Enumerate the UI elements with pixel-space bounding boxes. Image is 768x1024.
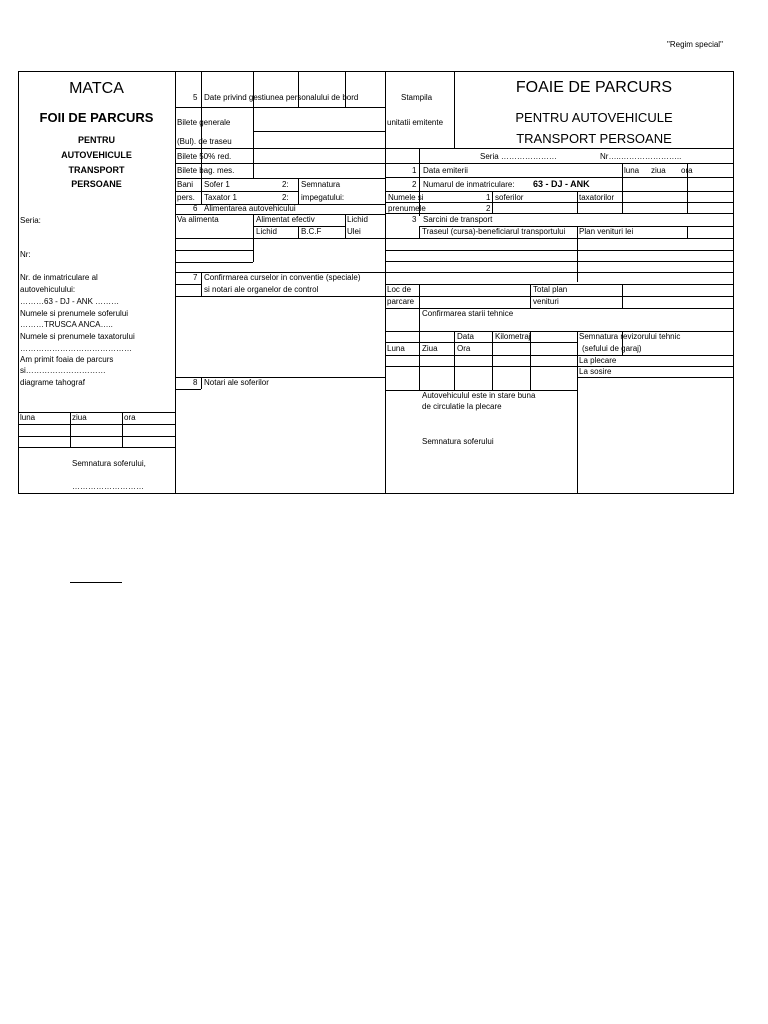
s7-label-2: si notari ale organelor de control xyxy=(204,285,319,294)
traseul-label: Traseul (cursa)-beneficiarul transportului xyxy=(422,227,566,236)
semnatura-revizor: Semnatura revizorului tehnic xyxy=(579,332,681,341)
foaie-seria: Seria ………………… xyxy=(480,152,557,161)
s7-number: 7 xyxy=(193,273,198,282)
matca-grid-line xyxy=(70,412,71,447)
loc-de: Loc de xyxy=(387,285,412,294)
bilete-generale-2: (Bul). de traseu xyxy=(177,137,232,146)
la-plecare: La plecare xyxy=(579,356,617,365)
taxator2-label: 2: xyxy=(282,193,289,202)
right-line xyxy=(385,261,734,262)
matca-am-primit-2: si………………………… xyxy=(20,366,106,375)
matca-autovehicule: AUTOVEHICULE xyxy=(61,150,132,160)
right-line xyxy=(385,163,734,164)
taxator1-label: Taxator 1 xyxy=(204,193,237,202)
total-plan: Total plan xyxy=(533,285,568,294)
stare-buna-1: Autovehiculul este in stare buna xyxy=(422,391,536,400)
plan-venituri-label: Plan venituri lei xyxy=(579,227,634,236)
matca-transport: TRANSPORT xyxy=(68,165,125,175)
mid-line xyxy=(298,226,299,238)
semnatura-imp-1: Semnatura xyxy=(301,180,341,189)
soferilor-label: soferilor xyxy=(495,193,524,202)
matca-grid-line xyxy=(18,424,175,425)
mid-line xyxy=(253,131,385,132)
s5-number: 5 xyxy=(193,93,198,102)
lichid-label: Lichid xyxy=(347,215,368,224)
right-line xyxy=(385,238,734,239)
s8-number: 8 xyxy=(193,378,198,387)
ora-label: Ora xyxy=(457,344,471,353)
mid-line xyxy=(175,148,385,149)
bani-label: Bani xyxy=(177,180,194,189)
right-line xyxy=(385,366,734,367)
matca-taxator-label: Numele si prenumele taxatorului xyxy=(20,332,135,341)
row-1: 1 xyxy=(486,193,491,202)
regim-special-label: "Regim special" xyxy=(667,40,723,49)
mid-line xyxy=(175,107,385,108)
matca-pentru: PENTRU xyxy=(77,135,115,145)
prenumele: prenumele xyxy=(388,204,426,213)
stray-line xyxy=(70,582,122,583)
s8-label: Notari ale soferilor xyxy=(204,378,269,387)
mid-line xyxy=(175,296,385,297)
foaie-title: FOAIE DE PARCURS xyxy=(515,79,673,96)
matca-sofer-value: ………TRUSCA ANCA….. xyxy=(20,320,113,329)
matca-grid-line xyxy=(18,447,175,448)
pers-label: pers. xyxy=(177,193,195,202)
mid-line xyxy=(175,163,385,164)
semnatura-imp-2: impegatului: xyxy=(301,193,345,202)
mid-line xyxy=(175,262,253,263)
right-line xyxy=(419,284,420,390)
va-alimenta-label: Va alimenta xyxy=(177,215,219,224)
matca-inmatriculare-label-1: Nr. de inmatriculare al xyxy=(20,273,98,282)
lichid2-label: Lichid xyxy=(256,227,277,236)
mid-line xyxy=(201,377,202,389)
right-line xyxy=(577,226,578,282)
s6-label: Alimentarea autovehicului xyxy=(204,204,296,213)
s3-number: 3 xyxy=(412,215,417,224)
semnatura-soferului: Semnatura soferului xyxy=(422,437,494,446)
foaie-subtitle-2: TRANSPORT PERSOANE xyxy=(516,131,672,146)
right-line xyxy=(454,331,455,390)
stampila-label-2: unitatii emitente xyxy=(387,118,444,127)
matca-nr: Nr: xyxy=(20,250,31,259)
ulei-label: Ulei xyxy=(347,227,361,236)
right-line xyxy=(385,191,734,192)
matca-taxator-value: …………………………………… xyxy=(20,344,132,353)
right-line xyxy=(687,226,688,238)
mid-line xyxy=(175,284,201,285)
matca-persoane: PERSOANE xyxy=(71,179,122,189)
stampila-label-1: Stampila xyxy=(401,93,433,102)
alimentat-efectiv-label: Alimentat efectiv xyxy=(256,215,315,224)
parcare: parcare xyxy=(387,297,415,306)
mid-line xyxy=(298,178,299,204)
foaie-ora: ora xyxy=(681,166,693,175)
matca-ziua: ziua xyxy=(72,413,87,422)
s5-label: Date privind gestiunea personalului de bord xyxy=(204,93,359,102)
right-line xyxy=(419,226,420,238)
matca-ora: ora xyxy=(124,413,136,422)
foaie-subtitle-1: PENTRU AUTOVEHICULE xyxy=(515,110,673,125)
matca-seria: Seria: xyxy=(20,216,41,225)
right-line xyxy=(385,213,734,214)
foaie-luna: luna xyxy=(624,166,640,175)
taxatorilor-label: taxatorilor xyxy=(579,193,615,202)
matca-grid-line xyxy=(18,412,175,413)
foaie-ziua: ziua xyxy=(651,166,666,175)
sofer1-label: Sofer 1 xyxy=(204,180,230,189)
mid-line xyxy=(345,214,346,238)
right-line xyxy=(385,331,734,332)
row-2: 2 xyxy=(486,204,491,213)
divider-matca xyxy=(175,71,176,494)
right-line xyxy=(385,296,734,297)
s2-label: Numarul de inmatriculare: xyxy=(423,180,515,189)
right-line xyxy=(385,250,734,251)
ziua-label: Ziua xyxy=(422,344,438,353)
s1-label: Data emiterii xyxy=(423,166,468,175)
s3-label: Sarcini de transport xyxy=(423,215,493,224)
la-sosire: La sosire xyxy=(579,367,612,376)
mid-line xyxy=(175,250,253,251)
divider-main xyxy=(385,71,386,494)
bilete-generale-1: Bilete generale xyxy=(177,118,231,127)
s1-number: 1 xyxy=(412,166,417,175)
right-line xyxy=(385,202,734,203)
right-line xyxy=(385,342,577,343)
kilometraj-label: Kilometraj xyxy=(495,332,531,341)
s7-label-1: Confirmarea curselor in conventie (speciale) xyxy=(204,273,361,282)
s6-number: 6 xyxy=(193,204,198,213)
matca-am-primit-1: Am primit foaia de parcurs xyxy=(20,355,114,364)
bilete-50: Bilete 50% red. xyxy=(177,152,232,161)
right-line xyxy=(385,355,734,356)
mid-line xyxy=(253,71,254,178)
matca-sofer-label: Numele si prenumele soferului xyxy=(20,309,129,318)
matca-inmatriculare-label-2: autovehiculului: xyxy=(20,285,76,294)
plate-number: 63 - DJ - ANK xyxy=(533,179,590,189)
matca-am-primit-3: diagrame tahograf xyxy=(20,378,85,387)
right-line xyxy=(385,148,734,149)
bcf-label: B.C.F xyxy=(301,227,322,236)
matca-subtitle: FOII DE PARCURS xyxy=(39,110,154,125)
right-line xyxy=(492,331,493,390)
matca-grid-line xyxy=(18,436,175,437)
right-line xyxy=(622,163,623,213)
matca-luna: luna xyxy=(20,413,36,422)
sofer2-label: 2: xyxy=(282,180,289,189)
matca-semnatura: Semnatura soferului, xyxy=(72,459,146,468)
bilete-bag: Bilete bag. mes. xyxy=(177,166,235,175)
mid-line xyxy=(175,238,385,239)
luna-label: Luna xyxy=(387,344,405,353)
right-line xyxy=(577,377,734,378)
confirmarea-starii: Confirmarea starii tehnice xyxy=(422,309,514,318)
matca-inmatriculare-value: ………63 - DJ - ANK ……… xyxy=(20,297,120,306)
foaie-nr: Nr…..………………….. xyxy=(600,152,682,161)
sefului-garaj: (sefului de garaj) xyxy=(582,344,642,353)
matca-grid-line xyxy=(122,412,123,447)
data-label: Data xyxy=(457,332,474,341)
venituri: venituri xyxy=(533,297,559,306)
right-line xyxy=(385,272,734,273)
mid-line xyxy=(175,178,385,179)
s2-number: 2 xyxy=(412,180,417,189)
matca-title: MATCA xyxy=(69,80,124,97)
numele-si: Numele si xyxy=(388,193,424,202)
mid-line xyxy=(201,272,202,296)
matca-semnatura-dots: ……………………… xyxy=(72,482,144,491)
mid-line xyxy=(175,191,298,192)
right-line xyxy=(385,177,734,178)
mid-line xyxy=(175,389,201,390)
stare-buna-2: de circulatie la plecare xyxy=(422,402,502,411)
